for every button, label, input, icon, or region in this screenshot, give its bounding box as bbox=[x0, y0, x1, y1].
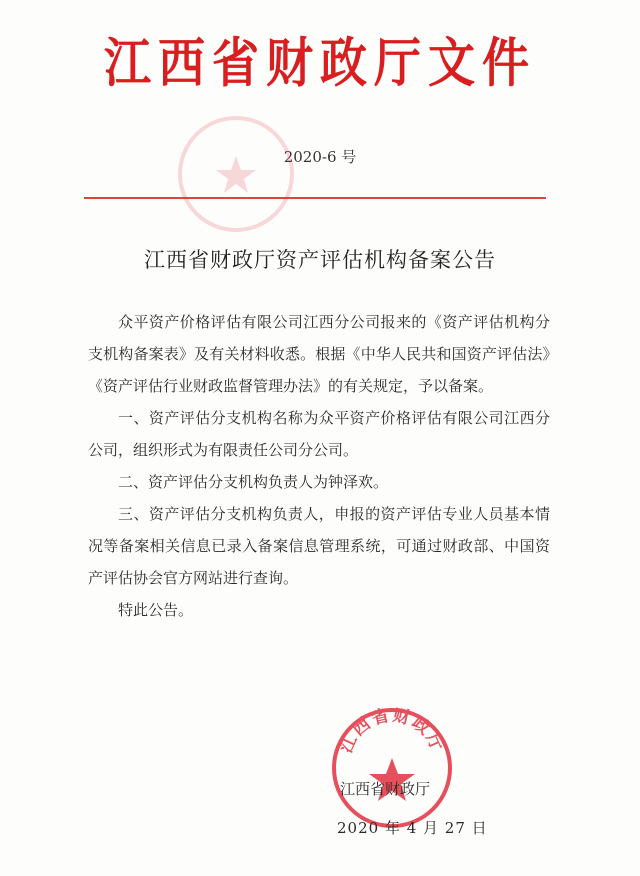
svg-text:江西省财政厅 bbox=[336, 706, 447, 756]
issuer-name: 江西省财政厅 bbox=[340, 780, 431, 798]
seal-text: 江西省财政厅 bbox=[336, 706, 448, 757]
body-paragraph: 众平资产价格评估有限公司江西分公司报来的《资产评估机构分支机构备案表》及有关材料收悉。根据《中华人民共和国资产评估法》《资产评估行业财政监督管理办法》的有关规定，予以备案。 bbox=[88, 313, 550, 395]
body-paragraph: 特此公告。 bbox=[118, 601, 194, 619]
document-number: 2020-6 号 bbox=[283, 148, 357, 166]
faint-seal-stamp bbox=[174, 112, 298, 236]
document-body bbox=[88, 306, 550, 626]
body-paragraph: 三、资产评估分支机构负责人，申报的资产评估专业人员基本情况等备案相关信息已录入备案信息管理系统，可通过财政部、中国资产评估协会官方网站进行查询。 bbox=[88, 505, 550, 587]
body-paragraph: 二、资产评估分支机构负责人为钟泽欢。 bbox=[118, 473, 389, 491]
issue-date: 2020 年 4 月 27 日 bbox=[337, 819, 488, 837]
body-paragraph: 一、资产评估分支机构名称为众平资产价格评估有限公司江西分公司，组织形式为有限责任公司分公司。 bbox=[88, 409, 550, 459]
document-title: 江西省财政厅资产评估机构备案公告 bbox=[144, 248, 496, 272]
header-divider bbox=[84, 197, 546, 199]
header-title: 江西省财政厅文件 bbox=[104, 32, 536, 95]
official-seal-stamp bbox=[330, 706, 454, 830]
